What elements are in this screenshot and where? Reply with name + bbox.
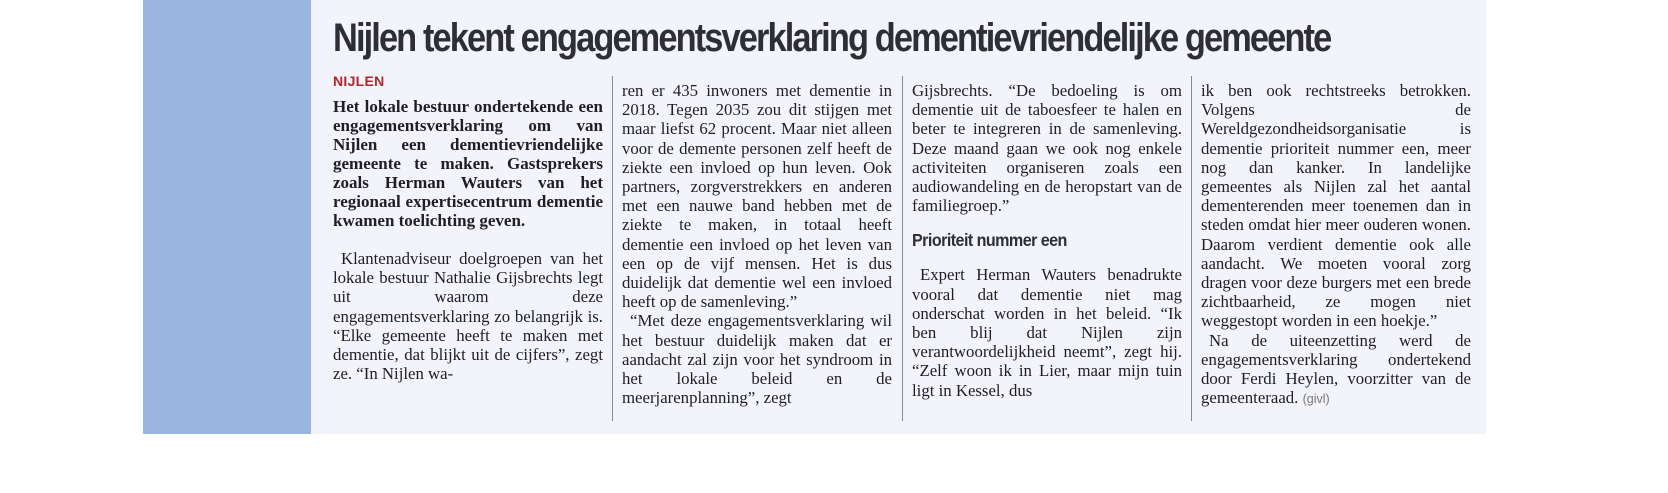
column-divider — [612, 76, 613, 421]
body-paragraph: ik ben ook rechtstreeks betrokken. Volgens de Wereldgezondheidsorganisatie is dementie prioriteit nummer een, meer nog dan kanker. In landelijke gemeentes als Nijlen zal het aantal dementerenden meer toenemen dan in steden omdat hier meer ouderen wonen. Daarom verdient dementie ook alle aandacht. We moeten vooral zorg dragen voor deze burgers met een brede zichtbaarheid, ze mogen niet weggestopt worden in een hoekje.” — [1201, 81, 1471, 331]
column-divider — [1191, 76, 1192, 421]
body-paragraph: Klantenadviseur doelgroepen van het lokale bestuur Nathalie Gijsbrechts legt uit waarom deze engagementsverklaring zo belangrijk is. “Elke gemeente heeft te maken met dementie, dat blijkt uit de cijfers”, zegt ze. “In Nijlen wa- — [333, 249, 603, 384]
closing-text: Na de uiteenzetting werd de engagementsverklaring ondertekend door Ferdi Heylen, voorzitter van de gemeenteraad. — [1201, 330, 1471, 408]
article-headline: Nijlen tekent engagementsverklaring dementievriendelijke gemeente — [333, 16, 1331, 60]
section-subhead: Prioriteit nummer een — [912, 230, 1067, 251]
author-signature: (givl) — [1302, 392, 1330, 407]
body-paragraph: “Met deze engagementsverklaring wil het bestuur duidelijk maken dat er aandacht zal zijn voor het syndroom in het lokale beleid en de meerjarenplanning”, zegt — [622, 311, 892, 408]
body-paragraph: ren er 435 inwoners met dementie in 2018. Tegen 2035 zou dit stijgen met maar liefst 62 procent. Maar niet alleen voor de demente personen zelf heeft de ziekte een invloed op hun leven. Ook partners, zorgverstrekkers en anderen met een nauwe band hebben met de ziekte te maken, in totaal heeft dementie een invloed op het leven van een op de vijf mensen. Het is dus duidelijk dat dementie wel een invloed heeft op de samenleving.” — [622, 81, 892, 312]
article-column-2 — [622, 81, 892, 407]
location-kicker: NIJLEN — [333, 73, 385, 89]
article-column-4 — [1201, 81, 1471, 409]
article-column-1 — [333, 72, 603, 383]
decorative-sidebar — [143, 0, 311, 434]
column-divider — [902, 76, 903, 421]
body-paragraph: Expert Herman Wauters benadrukte vooral dat dementie niet mag onderschat worden in het beleid. “Ik ben blij dat Nijlen zijn verantwoordelijkheid neemt”, zegt hij. “Zelf woon ik in Lier, maar mijn tuin ligt in Kessel, dus — [912, 265, 1182, 400]
body-paragraph — [1201, 331, 1471, 410]
article-column-3 — [912, 81, 1182, 400]
body-paragraph: Gijsbrechts. “De bedoeling is om dementie uit de taboesfeer te halen en beter te integreren in de samenleving. Deze maand gaan we ook nog enkele activiteiten organiseren zoals een audiowandeling en de heropstart van de familiegroep.” — [912, 81, 1182, 216]
article-lead: Het lokale bestuur ondertekende een engagementsverklaring om van Nijlen een dementievriendelijke gemeente te maken. Gastsprekers zoals Herman Wauters van het regionaal expertisecentrum dementie kwamen toelichting geven. — [333, 97, 603, 230]
